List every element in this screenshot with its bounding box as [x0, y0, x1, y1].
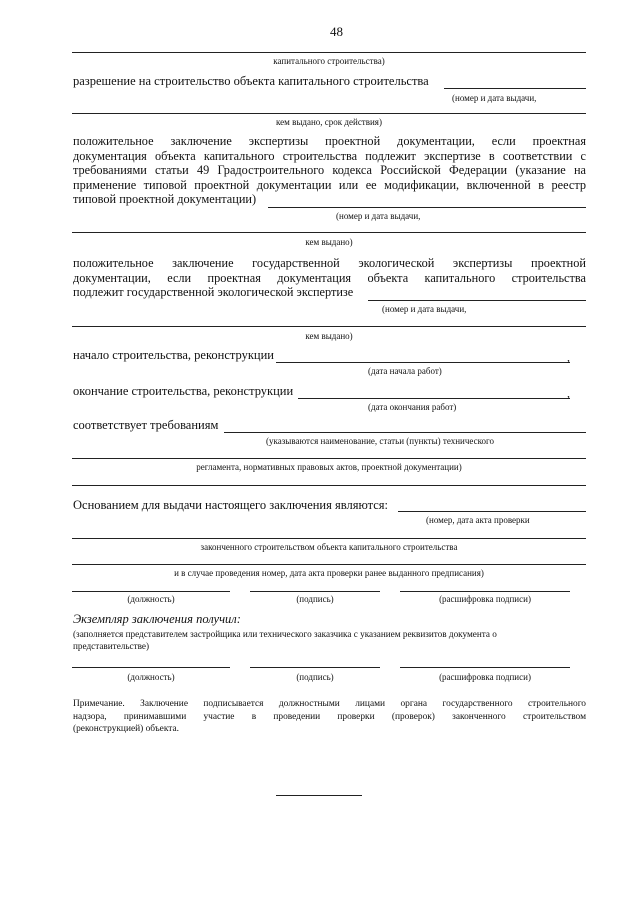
complies-label: соответствует требованиям: [73, 418, 219, 432]
requirements-field[interactable]: [72, 458, 586, 459]
act-caption-1: (номер, дата акта проверки: [426, 515, 530, 525]
note-line: надзора, принимавшими участие в проведении проверки (проверок) законченного строительством: [73, 711, 586, 722]
act-field-2[interactable]: [72, 564, 586, 565]
permit-issued-by-field[interactable]: [72, 113, 586, 114]
eco-line: документации, если проектная документация объекта капитального строительства: [73, 270, 586, 285]
sig2-position-caption: (должность): [127, 672, 175, 682]
sig2-signature-field[interactable]: [250, 667, 380, 668]
expertise-line: типовой проектной документации): [73, 192, 257, 207]
sig2-decoding-field[interactable]: [400, 667, 570, 668]
permit-issued-by-caption: кем выдано, срок действия): [276, 117, 382, 127]
page-number: 48: [330, 24, 343, 39]
expertise-issue-caption: (номер и дата выдачи,: [336, 211, 421, 221]
expertise-paragraph: [73, 134, 586, 207]
copy-note-line-2: представительстве): [73, 641, 150, 651]
expertise-field[interactable]: [268, 207, 586, 208]
permit-issue-caption: (номер и дата выдачи,: [452, 93, 537, 103]
sig1-signature-field[interactable]: [250, 591, 380, 592]
eco-issued-by-field[interactable]: [72, 326, 586, 327]
expertise-issued-by-caption: кем выдано): [305, 237, 353, 247]
start-label: начало строительства, реконструкции: [73, 348, 274, 362]
sig1-position-field[interactable]: [72, 591, 230, 592]
act-caption-3: и в случае проведения номер, дата акта проверки ранее выданного предписания): [174, 568, 484, 578]
object-caption: капитального строительства): [273, 56, 385, 66]
eco-issued-by-caption: кем выдано): [305, 331, 353, 341]
sig2-position-field[interactable]: [72, 667, 230, 668]
eco-issue-caption: (номер и дата выдачи,: [382, 304, 467, 314]
permit-label: разрешение на строительство объекта капитального строительства: [73, 74, 429, 88]
note-paragraph: [73, 698, 586, 736]
sig2-signature-caption: (подпись): [296, 672, 334, 682]
sig1-decoding-caption: (расшифровка подписи): [439, 594, 531, 604]
requirements-caption-2: регламента, нормативных правовых актов, проектной документации): [196, 462, 462, 472]
sig1-signature-caption: (подпись): [296, 594, 334, 604]
expertise-issued-by-field[interactable]: [72, 232, 586, 233]
end-date-field[interactable]: [298, 398, 570, 399]
start-comma: ,: [567, 350, 570, 364]
eco-line: подлежит государственной экологической экспертизе: [73, 285, 354, 300]
eco-line: положительное заключение государственной экологической экспертизы проектной: [73, 256, 586, 270]
act-field-1[interactable]: [72, 538, 586, 539]
sig1-decoding-field[interactable]: [400, 591, 570, 592]
expertise-line: требованиями статьи 49 Градостроительного кодекса Российской Федерации (указание на: [73, 163, 586, 178]
expertise-line: документация объекта капитального строительства подлежит экспертизе в соответствии с: [73, 148, 586, 163]
complies-field[interactable]: [224, 432, 586, 433]
sig2-decoding-caption: (расшифровка подписи): [439, 672, 531, 682]
basis-field[interactable]: [398, 511, 586, 512]
end-comma: ,: [567, 386, 570, 400]
copy-note-line-1: (заполняется представителем застройщика или технического заказчика с указанием реквизитов документа о: [73, 629, 497, 639]
permit-field[interactable]: [444, 88, 586, 89]
note-line: Примечание. Заключение подписывается должностными лицами органа государственного строительного: [73, 699, 586, 709]
requirements-caption-1: (указываются наименование, статьи (пункты) технического: [266, 436, 494, 446]
start-date-field[interactable]: [276, 362, 570, 363]
end-label: окончание строительства, реконструкции: [73, 384, 294, 398]
basis-label: Основанием для выдачи настоящего заключения являются:: [73, 498, 389, 512]
start-date-caption: (дата начала работ): [368, 366, 442, 376]
eco-field[interactable]: [368, 300, 586, 301]
eco-paragraph: [73, 256, 586, 300]
act-caption-2: законченного строительством объекта капитального строительства: [200, 542, 458, 552]
note-line: (реконструкцией) объекта.: [73, 724, 179, 734]
copy-received-label: Экземпляр заключения получил:: [73, 612, 241, 626]
requirements-field-2[interactable]: [72, 485, 586, 486]
end-date-caption: (дата окончания работ): [368, 402, 457, 412]
expertise-line: применение типовой проектной документации или ее модификации, включенной в реестр: [73, 177, 586, 192]
expertise-line: положительное заключение экспертизы проектной документации, если проектная: [73, 134, 586, 148]
sig1-position-caption: (должность): [127, 594, 175, 604]
object-line: [72, 52, 586, 53]
closing-divider: [276, 795, 362, 796]
